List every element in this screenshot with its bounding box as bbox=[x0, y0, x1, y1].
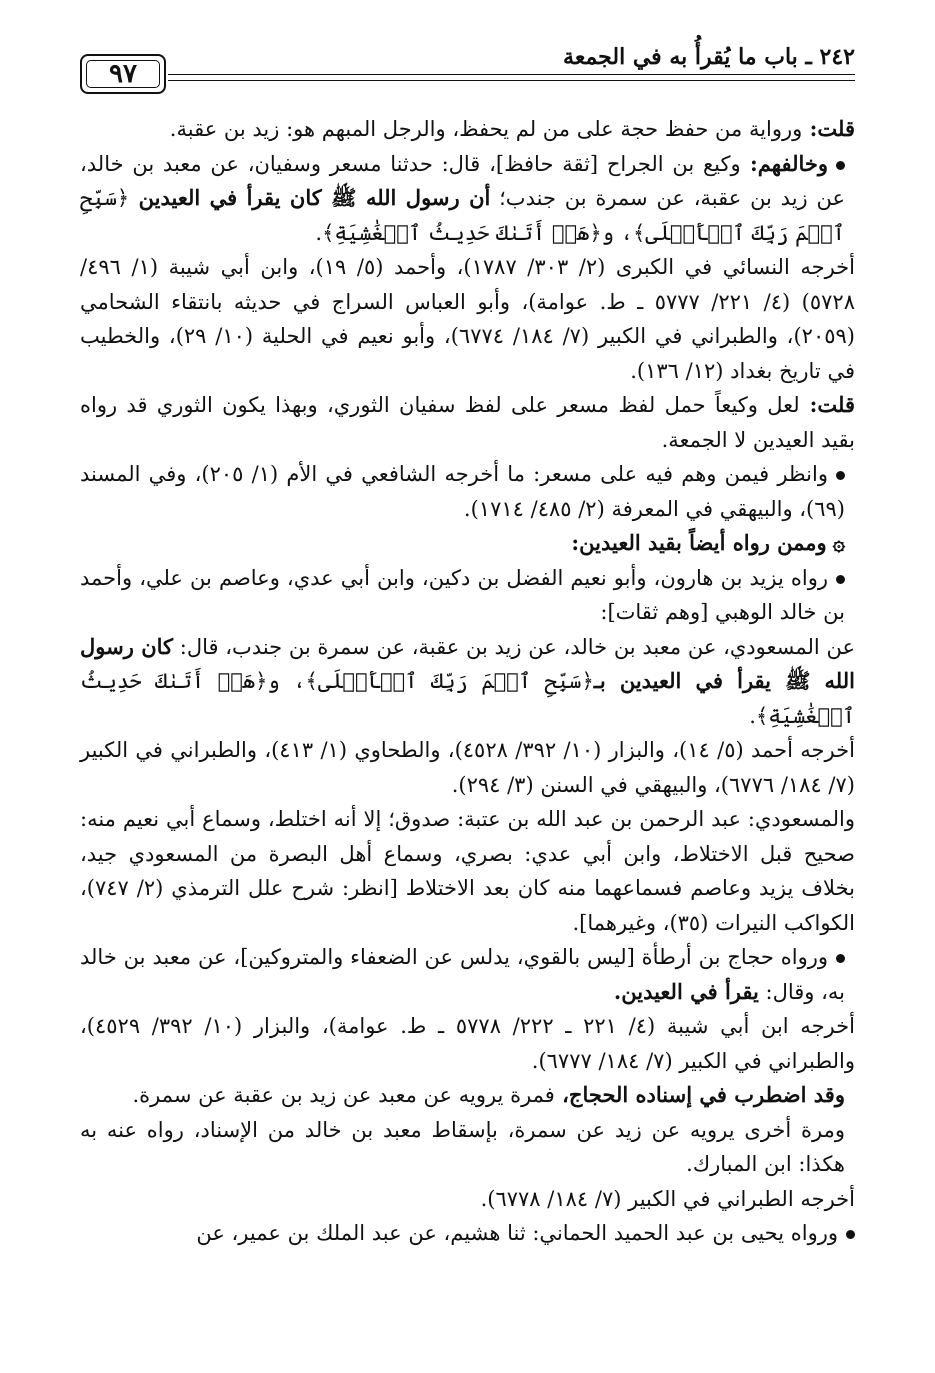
header-rule bbox=[168, 74, 855, 75]
paragraph bbox=[80, 250, 855, 388]
paragraph bbox=[80, 802, 855, 940]
paragraph bbox=[80, 561, 855, 630]
paragraph bbox=[80, 388, 855, 457]
paragraph-label: قلت: bbox=[802, 116, 855, 141]
bullet-icon bbox=[846, 1230, 855, 1239]
bullet-icon bbox=[836, 471, 845, 480]
paragraph-text: وكيع بن الجراح [ثقة حافظ]، قال: حدثنا مسعر وسفيان، عن معبد بن خالد، عن زيد بن عقبة، عن سمرة بن جندب؛ bbox=[80, 151, 846, 210]
paragraph-lead: وقد اضطرب في إسناده الحجاج، bbox=[554, 1082, 845, 1107]
paragraph-emphasis: يقرأ في العيدين. bbox=[613, 978, 759, 1004]
paragraph bbox=[80, 112, 855, 147]
paragraph-label: قلت: bbox=[799, 392, 855, 417]
paragraph bbox=[80, 1113, 855, 1182]
paragraph-emphasis: أن رسول الله ﷺ كان يقرأ في العيدين bbox=[129, 185, 491, 210]
paragraph bbox=[80, 1009, 855, 1078]
page-body bbox=[80, 112, 855, 1251]
quran-quote: ﴿سَبِّحِ ٱسۡمَ رَبِّكَ ٱلۡأَعۡلَى﴾، و﴿هَلۡ أَتَىٰكَ حَدِيثُ ٱلۡغَٰشِيَةِ﴾. bbox=[80, 669, 855, 728]
bullet-icon bbox=[836, 954, 845, 963]
paragraph-text: ومرة أخرى يرويه عن زيد عن سمرة، بإسقاط معبد بن خالد من الإسناد، رواه عنه به هكذا: ابن المبارك. bbox=[80, 1117, 845, 1176]
paragraph bbox=[80, 1078, 855, 1113]
page-number-badge bbox=[80, 54, 166, 94]
flower-ornament-icon: ۞ bbox=[832, 530, 845, 555]
paragraph-text: ورواية من حفظ حجة على من لم يحفظ، والرجل المبهم هو: زيد بن عقبة. bbox=[169, 117, 803, 141]
paragraph bbox=[80, 147, 855, 251]
paragraph-emphasis: كان رسول الله ﷺ يقرأ في العيدين بـ bbox=[80, 633, 855, 693]
section-heading bbox=[80, 526, 855, 561]
paragraph bbox=[80, 457, 855, 526]
paragraph bbox=[80, 1182, 855, 1217]
quran-quote: ﴿سَبِّحِ ٱسۡمَ رَبِّكَ ٱلۡأَعۡلَى﴾، و﴿هَلۡ أَتَىٰكَ حَدِيثُ ٱلۡغَٰشِيَةِ﴾. bbox=[80, 186, 845, 245]
page-header bbox=[80, 40, 855, 96]
paragraph-text: ورواه يحيى بن عبد الحميد الحماني: ثنا هشيم، عن عبد الملك بن عمير، عن bbox=[196, 1221, 838, 1245]
paragraph bbox=[80, 733, 855, 802]
paragraph-text: وانظر فيمن وهم فيه على مسعر: ما أخرجه الشافعي في الأم (١/ ٢٠٥)، وفي المسند (٦٩)، والبيهقي في المعرفة (٢/ ٤٨٥/ ١٧١٤). bbox=[80, 462, 845, 521]
paragraph-text: فمرة يرويه عن معبد عن زيد بن عقبة عن سمرة. bbox=[132, 1083, 555, 1107]
paragraph-text: لعل وكيعاً حمل لفظ مسعر على لفظ سفيان الثوري، وبهذا يكون الثوري قد رواه بقيد العيدين لا الجمعة. bbox=[80, 393, 855, 452]
paragraph-text: أخرجه ابن أبي شيبة (٤/ ٢٢١ ـ ٢٢٢/ ٥٧٧٨ ـ ط. عوامة)، والبزار (١٠/ ٣٩٢/ ٤٥٢٩)، والطبراني في الكبير (٧/ ١٨٤/ ٦٧٧٧). bbox=[80, 1014, 855, 1073]
header-rule-double bbox=[168, 80, 855, 81]
paragraph-text: والمسعودي: عبد الرحمن بن عبد الله بن عتبة: صدوق؛ إلا أنه اختلط، وسماع أبي نعيم منه: صحيح قبل الاختلاط، وابن أبي عدي: بصري، وسماع أهل البصرة من المسعودي جيد، بخلاف يزيد وعاصم فسماعهما منه كان بعد الاختلاط [انظر: شرح علل الترمذي (٢/ ٧٤٧)، الكواكب النيرات (٣٥)، وغيرهما]. bbox=[80, 807, 855, 935]
paragraph-text: رواه يزيد بن هارون، وأبو نعيم الفضل بن دكين، وابن أبي عدي، وعاصم بن علي، وأحمد بن خالد الوهبي [وهم ثقات]: bbox=[80, 565, 845, 624]
paragraph bbox=[80, 1216, 855, 1251]
paragraph-lead: وخالفهم: bbox=[740, 150, 829, 176]
page-number: ٩٧ bbox=[109, 59, 137, 89]
running-title: ٢٤٢ ـ باب ما يُقرأُ به في الجمعة bbox=[563, 44, 855, 70]
paragraph bbox=[80, 630, 855, 734]
paragraph-text: أخرجه أحمد (٥/ ١٤)، والبزار (١٠/ ٣٩٢/ ٤٥٢٨)، والطحاوي (١/ ٤١٣)، والطبراني في الكبير (٧/ ١٨٤/ ٦٧٧٦)، والبيهقي في السنن (٣/ ٢٩٤). bbox=[80, 738, 855, 797]
bullet-icon bbox=[836, 575, 845, 584]
paragraph-text: ورواه حجاج بن أرطأة [ليس بالقوي، يدلس عن الضعفاء والمتروكين]، عن معبد بن خالد به، وقال: bbox=[80, 945, 845, 1004]
page-number-frame bbox=[86, 60, 160, 88]
paragraph-text: أخرجه الطبراني في الكبير (٧/ ١٨٤/ ٦٧٧٨). bbox=[480, 1186, 855, 1211]
bullet-icon bbox=[836, 161, 845, 170]
paragraph-text: عن المسعودي، عن معبد بن خالد، عن زيد بن عقبة، عن سمرة بن جندب، قال: bbox=[173, 634, 855, 659]
paragraph bbox=[80, 940, 855, 1009]
paragraph-text: أخرجه النسائي في الكبرى (٢/ ٣٠٣/ ١٧٨٧)، وأحمد (٥/ ١٩)، وابن أبي شيبة (١/ ٤٩٦/ ٥٧٢٨) (٤/ ٢٢١/ ٥٧٧٧ ـ ط. عوامة)، وأبو العباس السراج في حديثه بانتقاء الشحامي (٢٠٥٩)، والطبراني في الكبير (٧/ ١٨٤/ ٦٧٧٤)، وأبو نعيم في الحلية (١٠/ ٢٩)، والخطيب في تاريخ بغداد (١٢/ ١٣٦). bbox=[80, 255, 855, 383]
section-heading-text: وممن رواه أيضاً بقيد العيدين: bbox=[571, 530, 827, 555]
